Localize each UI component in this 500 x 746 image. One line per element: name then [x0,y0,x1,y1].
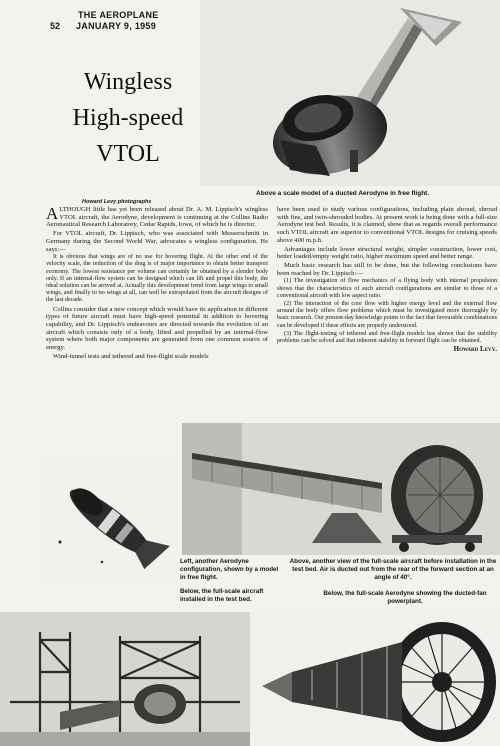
caption-left-model: Left, another Aerodyne configuration, shown by a model in free flight. [180,558,279,581]
left-para-5: Wind-tunnel tests and tethered and free-flight scale models [53,352,209,360]
article-title [58,64,198,172]
drop-cap: A [46,204,59,223]
photo-full-scale-aircraft-side [182,423,500,555]
right-para-6: (3) The flight-testing of tethered and free-flight models has shown that the stability problems can be solved and that inherent stability in forward flight can be obtained. [277,330,497,344]
caption-below-left: Below, the full-scale aircraft installed in the test bed. [180,588,264,603]
left-para-4: Collins consider that a new concept which would have its application in different types of future aircraft must have high-speed potential in addition to hovering capability, and Dr. Lippisch's endeavours are directed towards the evolution of an aircraft which consists only of a body, lifted and propelled by an internal-flow system where both major components are generated from one common source of energy. [46,305,268,352]
page-number: 52 [50,21,61,31]
title-line-2: High-speed [72,105,184,131]
photo-ducted-fan-powerplant [252,612,500,746]
photo-test-bed [0,612,250,746]
author-signature: Howard Levy. [453,345,497,354]
title-line-1: Wingless [83,69,173,95]
right-para-4: (1) The investigation of flow mechanics of a flying body with internal propulsion shows that the characteristics of such aircraft configurations are similar to those of a conventional aircraft with low aspect ratio. [277,278,497,299]
photo-ducted-aerodyne-model [200,0,500,186]
issue-date: JANUARY 9, 1959 [76,21,157,31]
right-para-1: have been used to study various configurations, including plain shroud, shroud with fins, and twin-shrouded bodies. At present work is being done with a full-size Aerodyne test bed. Results, it is claimed, show that as regards overall performance such VTOL aircraft are superior to conventional VTOL designs for cruising speeds above 400 m.p.h. [277,206,497,244]
left-para-3: It is obvious that wings are of no use for hovering flight. At the other end of the velocity scale, the reduction of the drag is of major importance to obtain better transport economy. The lowest resistance per volume can certainly be obtained by a slender body only. If an internal-flow system can be designed which can lift and propel this body, the ideal solution can be arrived at. Actually this development trend from large wings to small wings, and finally to no wings at all, can well be extrapolated from the aircraft designs of the last decade. [46,254,268,304]
left-para-1: LTHOUGH little has yet been released about Dr. A. M. Lippisch's wingless VTOL aircraft, the Aerodyne, development is continuing at the Collins Radio Aeronautical Research Laboratory, Cedar Rapids, Iowa, of which he is director. [46,206,268,229]
left-para-2: For VTOL aircraft, Dr. Lippisch, who was associated with Messerschmitt in Germany during the Second World War, advocates a wingless configuration. He says:— [46,230,268,253]
article-column-left [46,206,268,424]
right-para-5: (2) The interaction of the core flow with higher energy level and the external flow around the body offers flow problems which must be investigated more thoroughly by basic research. Our present-day knowledge points to the fact that favourable combinations can be developed if these effects are properly understood. [277,300,497,329]
right-para-2: Advantages include lower structural weight, simpler construction, lower cost, better loaded/empty weight ratio, higher maximum speed and better range. [277,245,497,261]
photo-credit: Howard Levy photographs [82,199,152,205]
title-line-3: VTOL [96,141,160,167]
right-para-3: Much basic research has still to be done, but the following conclusions have been reached by Dr. Lippisch:— [277,261,497,277]
publication-name: THE AEROPLANE [78,10,159,20]
caption-right-test-bed: Above, another view of the full-scale aircraft before installation in the test bed. Air is ducted out from the rear of the forward section at an angle of 40°. [289,558,497,581]
caption-below-right: Below, the full-scale Aerodyne showing the ducted-fan powerplant. [323,590,487,605]
caption-top-right: Above a scale model of a ducted Aerodyne in free flight. [256,190,430,197]
photo-aerodyne-model-free-flight [40,458,178,586]
article-column-right [277,206,497,424]
